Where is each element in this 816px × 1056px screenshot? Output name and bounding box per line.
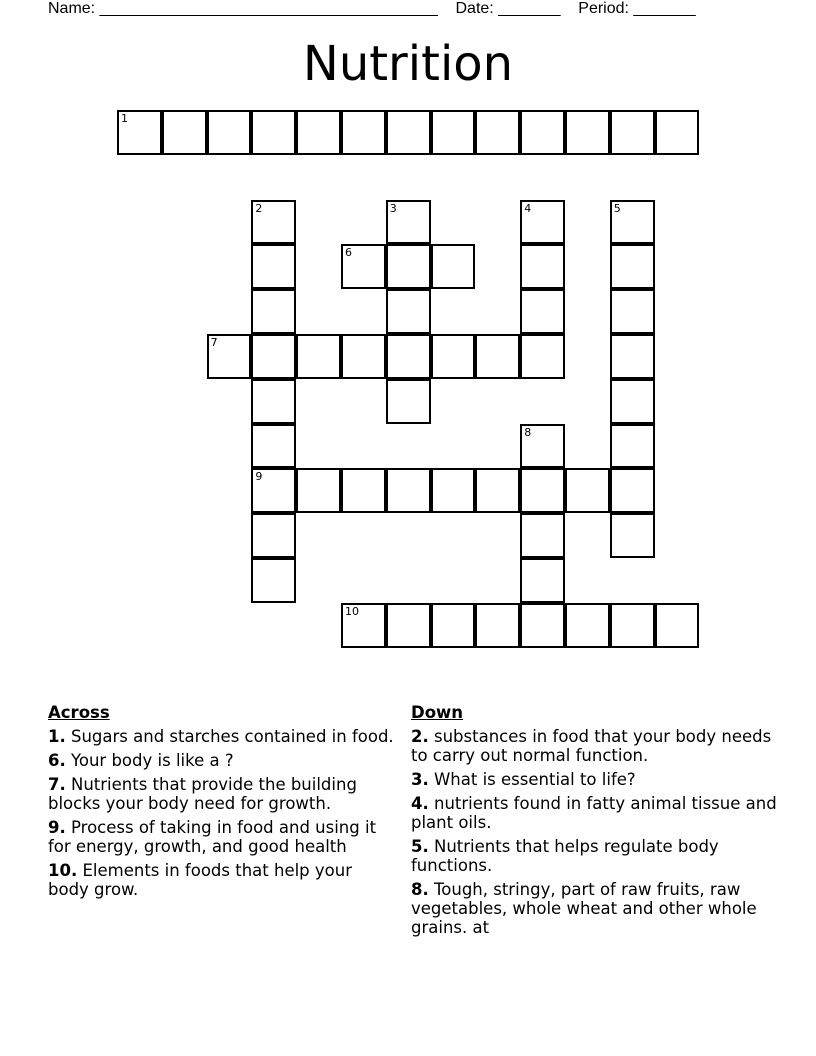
name-blank[interactable]: ______________________________________ (99, 0, 438, 17)
grid-cell[interactable] (251, 468, 296, 513)
clue-text: substances in food that your body needs to carry out normal function. (411, 727, 772, 765)
grid-cell[interactable] (296, 468, 341, 513)
grid-cell[interactable] (610, 244, 655, 289)
cell-number: 8 (524, 425, 532, 439)
grid-cell[interactable] (610, 289, 655, 334)
page-title: Nutrition (302, 36, 514, 92)
grid-cell[interactable] (520, 603, 565, 648)
clue-text: Tough, stringy, part of raw fruits, raw vegetables, whole wheat and other whole grains. at (411, 880, 757, 937)
clue-text: Nutrients that helps regulate body functions. (411, 837, 719, 875)
grid-cell[interactable] (341, 334, 386, 379)
down-clue (411, 770, 781, 789)
grid-cell[interactable] (207, 334, 252, 379)
cell-number: 6 (345, 246, 352, 260)
clue-number: 8. (411, 880, 429, 899)
grid-cell[interactable] (520, 513, 565, 558)
date-label: Date: (455, 0, 499, 17)
grid-cell[interactable] (520, 244, 565, 289)
grid-cell[interactable] (386, 468, 431, 513)
across-heading: Across (48, 703, 110, 722)
grid-cell[interactable] (565, 110, 610, 155)
grid-cell[interactable] (475, 334, 520, 379)
grid-cell[interactable] (610, 110, 655, 155)
grid-cell[interactable] (475, 603, 520, 648)
grid-cell[interactable] (386, 603, 431, 648)
clue-number: 1. (48, 727, 66, 746)
grid-cell[interactable] (251, 110, 296, 155)
grid-cell[interactable] (251, 289, 296, 334)
grid-cell[interactable] (251, 334, 296, 379)
grid-cell[interactable] (386, 110, 431, 155)
down-clue (411, 727, 781, 765)
grid-cell[interactable] (520, 334, 565, 379)
clue-number: 4. (411, 794, 429, 813)
clue-number: 5. (411, 837, 429, 856)
grid-cell[interactable] (431, 110, 476, 155)
cell-number: 2 (255, 201, 263, 215)
clue-text: Sugars and starches contained in food. (65, 727, 394, 746)
clue-number: 2. (411, 727, 429, 746)
grid-cell[interactable] (610, 468, 655, 513)
period-label: Period: (578, 0, 634, 17)
grid-cell[interactable] (296, 110, 341, 155)
grid-cell[interactable] (610, 513, 655, 558)
cell-number: 10 (345, 604, 359, 618)
grid-cell[interactable] (251, 200, 296, 245)
grid-cell[interactable] (251, 379, 296, 424)
grid-cell[interactable] (610, 200, 655, 245)
across-clues (48, 703, 398, 904)
grid-cell[interactable] (431, 468, 476, 513)
across-clue (48, 727, 398, 746)
clue-number: 10. (48, 861, 78, 880)
grid-cell[interactable] (475, 110, 520, 155)
grid-cell[interactable] (565, 603, 610, 648)
grid-cell[interactable] (386, 334, 431, 379)
grid-cell[interactable] (386, 200, 431, 245)
across-clue (48, 775, 398, 813)
grid-cell[interactable] (655, 603, 700, 648)
across-clue (48, 818, 398, 856)
grid-cell[interactable] (386, 379, 431, 424)
cell-number: 9 (255, 470, 263, 484)
clue-number: 6. (48, 751, 66, 770)
grid-cell[interactable] (341, 110, 386, 155)
grid-cell[interactable] (655, 110, 700, 155)
clue-text: What is essential to life? (428, 770, 636, 789)
grid-cell[interactable] (251, 513, 296, 558)
across-clue (48, 751, 398, 770)
clue-text: Process of taking in food and using it for energy, growth, and good health (48, 818, 377, 856)
grid-cell[interactable] (341, 603, 386, 648)
down-heading: Down (411, 703, 464, 722)
grid-cell[interactable] (251, 558, 296, 603)
grid-cell[interactable] (610, 334, 655, 379)
grid-cell[interactable] (431, 603, 476, 648)
cell-number: 5 (613, 201, 621, 215)
grid-cell[interactable] (610, 379, 655, 424)
grid-cell[interactable] (296, 334, 341, 379)
grid-cell[interactable] (520, 289, 565, 334)
down-clue (411, 837, 781, 875)
grid-cell[interactable] (565, 468, 610, 513)
grid-cell[interactable] (341, 468, 386, 513)
grid-cell[interactable] (341, 244, 386, 289)
clue-number: 7. (48, 775, 66, 794)
name-label: Name: (48, 0, 100, 17)
grid-cell[interactable] (520, 200, 565, 245)
grid-cell[interactable] (431, 334, 476, 379)
cell-number: 7 (210, 336, 218, 349)
grid-cell[interactable] (251, 244, 296, 289)
down-clue (411, 794, 781, 832)
grid-cell[interactable] (207, 110, 252, 155)
clue-text: Your body is like a ? (65, 751, 234, 770)
clue-number: 3. (411, 770, 429, 789)
grid-cell[interactable] (386, 289, 431, 334)
cell-number: 3 (389, 201, 397, 215)
clue-number: 9. (48, 818, 66, 837)
grid-cell[interactable] (475, 468, 520, 513)
grid-cell[interactable] (117, 110, 162, 155)
grid-cell[interactable] (610, 424, 655, 469)
grid-cell[interactable] (251, 424, 296, 469)
clue-text: Nutrients that provide the building blocks your body need for growth. (48, 775, 357, 813)
grid-cell[interactable] (431, 244, 476, 289)
across-clue (48, 861, 398, 899)
clue-text: nutrients found in fatty animal tissue and plant oils. (411, 794, 777, 832)
period-blank[interactable]: _______ (633, 0, 696, 17)
cell-number: 1 (121, 112, 128, 125)
grid-cell[interactable] (520, 110, 565, 155)
clue-text: Elements in foods that help your body grow. (48, 861, 352, 899)
grid-cell[interactable] (162, 110, 207, 155)
grid-cell[interactable] (386, 244, 431, 289)
date-blank[interactable]: _______ (498, 0, 561, 17)
down-clues (411, 703, 781, 942)
down-clue (411, 880, 781, 937)
grid-cell[interactable] (520, 468, 565, 513)
grid-cell[interactable] (520, 558, 565, 603)
grid-cell[interactable] (520, 424, 565, 469)
cell-number: 4 (524, 201, 532, 215)
grid-cell[interactable] (610, 603, 655, 648)
